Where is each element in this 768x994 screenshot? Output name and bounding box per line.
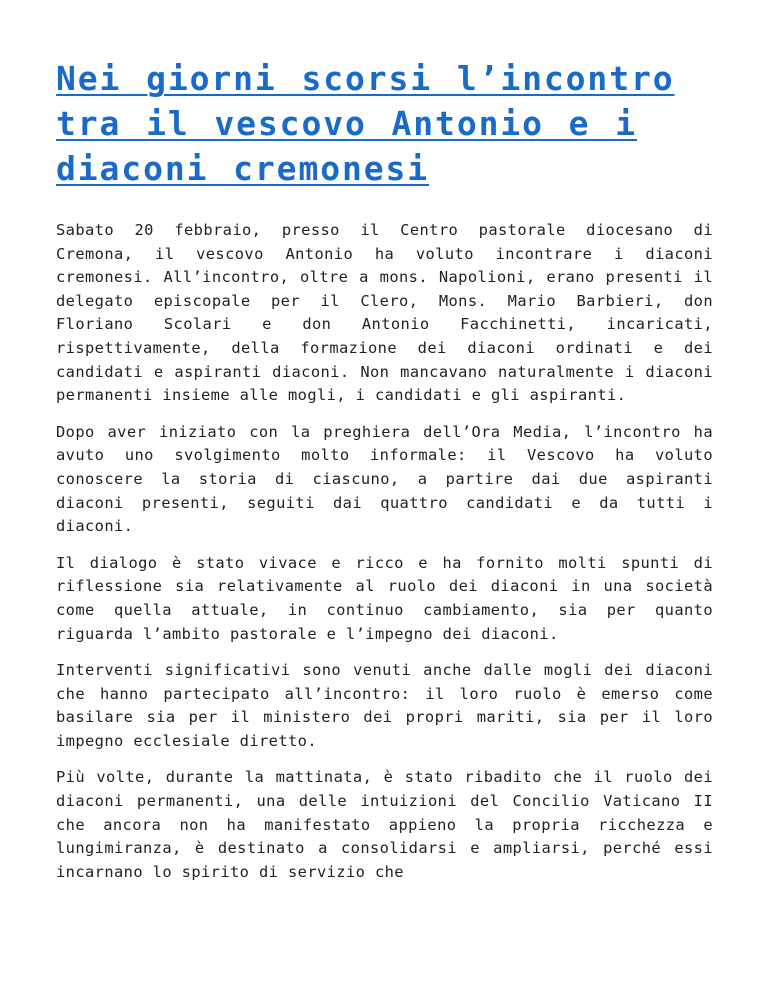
article-paragraph-3: Il dialogo è stato vivace e ricco e ha fornito molti spunti di riflessione sia relativamente al ruolo dei diaconi in una società come quella attuale, in continuo cambiamento, sia per quanto riguarda l’ambito pastorale e l’impegno dei diaconi. — [56, 553, 713, 643]
article-paragraph-4: Interventi significativi sono venuti anche dalle mogli dei diaconi che hanno partecipato all’incontro: il loro ruolo è emerso come basilare sia per il ministero dei propri mariti, sia per il loro impegno ecclesiale diretto. — [56, 661, 713, 750]
article-title-link[interactable]: Nei giorni scorsi l’incontro tra il vescovo Antonio e i diaconi cremonesi — [56, 59, 675, 188]
article-page — [56, 56, 713, 897]
article-paragraph-5: Più volte, durante la mattinata, è stato ribadito che il ruolo dei diaconi permanenti, una delle intuizioni del Concilio Vaticano II che ancora non ha manifestato appieno la propria ricchezza e lungimiranza, è destinato a consolidarsi e ampliarsi, perché essi incarnano lo spirito di servizio che — [56, 768, 713, 881]
article-paragraph-2: Dopo aver iniziato con la preghiera dell’Ora Media, l’incontro ha avuto uno svolgimento molto informale: il Vescovo ha voluto conoscere la storia di ciascuno, a partire dai due aspiranti diaconi presenti, seguiti dai quattro candidati e da tutti i diaconi. — [56, 422, 713, 536]
article-body — [56, 219, 713, 884]
article-paragraph-1: Sabato 20 febbraio, presso il Centro pastorale diocesano di Cremona, il vescovo Antonio ha voluto incontrare i diaconi cremonesi. All’incontro, oltre a mons. Napolioni, erano presenti il delegato episcopale per il Clero, Mons. Mario Barbieri, don Floriano Scolari e don Antonio Facchinetti, incaricati, rispettivamente, della formazione dei diaconi ordinati e dei candidati e aspiranti diaconi. Non mancavano naturalmente i diaconi permanenti insieme alle mogli, i candidati e gli aspiranti. — [56, 221, 713, 405]
article-title — [56, 56, 713, 191]
